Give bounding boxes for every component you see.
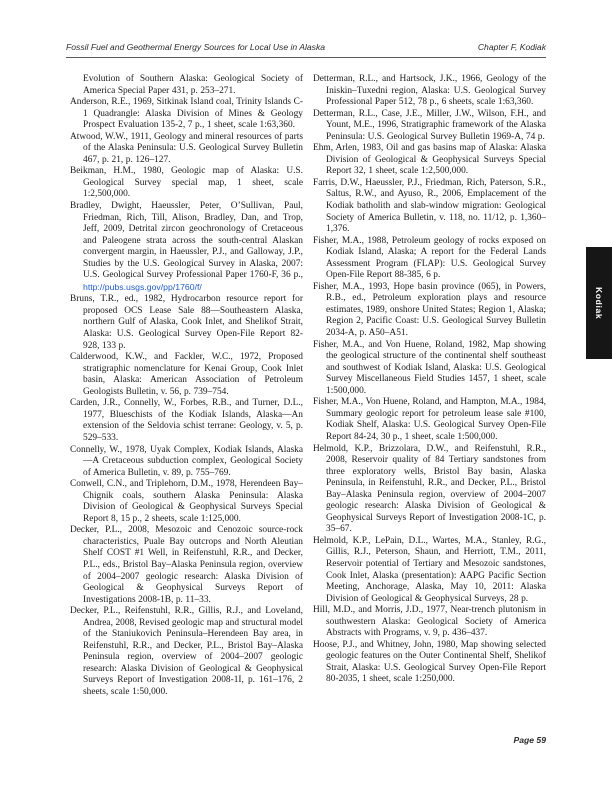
reference-entry — [70, 294, 303, 352]
reference-text: Connelly, W., 1978, Uyak Complex, Kodiak Islands, Alaska—A Cretaceous subduction complex, Geological Society of America Bulletin, v. 89, p. 755–769. — [70, 444, 303, 478]
reference-text: Fisher, M.A., and Von Huene, Roland, 1982, Map showing the geological structure of the continental shelf southeast and southwest of Kodiak Island, Alaska: U.S. Geological Survey Miscellaneous Field Studies 1457, 1 sheet, scale 1:500,000. — [313, 339, 546, 396]
reference-entry — [70, 479, 303, 525]
reference-text: Beikman, H.M., 1980, Geologic map of Alaska: U.S. Geological Survey special map, 1 sheet, scale 1:2,500,000. — [70, 166, 303, 200]
header-chapter: Chapter F, Kodiak — [477, 42, 546, 52]
reference-text: Atwood, W.W., 1911, Geology and mineral resources of parts of the Alaska Peninsula: U.S. Geological Survey Bulletin 467, p. 21, p. 126–127. — [70, 131, 303, 165]
running-header — [66, 42, 546, 58]
reference-text: Fisher, M.A., 1988, Petroleum geology of rocks exposed on Kodiak Island, Alaska; A report for the Federal Lands Assessment Program (FLAP): U.S. Geological Survey Open-File Report 88-385, 6 p. — [313, 235, 546, 281]
reference-entry — [313, 397, 546, 443]
reference-text: Fisher, M.A., 1993, Hope basin province (065), in Powers, R.B., ed., Petroleum exploration plays and resource estimates, 1989, onshore United States; Region 1, Alaska; Region 2, Pacific Coast: U.S. Geological Survey Bulletin 2034-A, p. A50–A51. — [313, 281, 546, 339]
reference-text: Calderwood, K.W., and Fackler, W.C., 1972, Proposed stratigraphic nomenclature for Kenai Group, Cook Inlet basin, Alaska: American Association of Petroleum Geologists Bulletin, v. 56, p. 739–754. — [70, 352, 303, 397]
reference-entry — [313, 640, 546, 686]
reference-text: Decker, P.L., 2008, Mesozoic and Cenozoic source-rock characteristics, Puale Bay outcrops and North Aleutian Shelf COST #1 Well, in Reifenstuhl, R.R., and Decker, P.L., eds., Bristol Bay–Alaska Peninsula region, overview of 2004–2007 geologic research: Alaska Division of Geological & Geophysical Surveys Report of Investigations 2008-1B, p. 11–33. — [70, 525, 303, 605]
reference-text: Hill, M.D., and Morris, J.D., 1977, Near-trench plutonism in southwestern Alaska: Geological Society of America Abstracts with Programs, v. 9, p. 436–437. — [313, 605, 546, 639]
reference-text: Helmold, K.P., LePain, D.L., Wartes, M.A., Stanley, R.G., Gillis, R.J., Peterson, Shaun, and Herriott, T.M., 2011, Reservoir potential of Tertiary and Mesozoic sandstones, Cook Inlet, Alaska (presentation): AAPG Pacific Section Meeting, Anchorage, Alaska, May 10, 2011: Alaska Division of Geological & Geophysical Surveys, 28 p. — [313, 535, 546, 604]
reference-text: Fisher, M.A., Von Huene, Roland, and Hampton, M.A., 1984, Summary geologic report for petroleum lease sale #100, Kodiak Shelf, Alaska: U.S. Geological Survey Open-File Report 84-24, 30 p., 1 sheet, scale 1:500,000. — [313, 397, 546, 442]
reference-text: Carden, J.R., Connelly, W., Forbes, R.B., and Turner, D.L., 1977, Blueschists of the Kodiak Islands, Alaska—An extension of the Seldovia schist terrane: Geology, v. 5, p. 529–533. — [70, 398, 303, 443]
reference-entry — [70, 201, 303, 294]
reference-entry — [70, 525, 303, 606]
reference-text: Ehm, Arlen, 1983, Oil and gas basins map of Alaska: Alaska Division of Geological & Geophysical Surveys Special Report 32, 1 sheet, scale 1:2,500,000. — [313, 143, 546, 177]
reference-entry — [313, 109, 546, 144]
reference-text: Hoose, P.J., and Whitney, John, 1980, Map showing selected geologic features on the Outer Continental Shelf, Shelikof Strait, Alaska: U.S. Geological Survey Open-File Report 80-2035, 1 sheet, scale 1:250,000. — [313, 639, 546, 685]
reference-entry — [313, 340, 546, 398]
reference-entry — [70, 132, 303, 167]
reference-entry — [70, 606, 303, 698]
reference-entry — [313, 444, 546, 536]
reference-entry — [313, 178, 546, 236]
reference-entry — [313, 143, 546, 178]
reference-text: Bruns, T.R., ed., 1982, Hydrocarbon resource report for proposed OCS Lease Sale 88—Southeastern Alaska, northern Gulf of Alaska, Cook Inlet, and Shelikof Strait, Alaska: U.S. Geological Survey Open-File Report 82-928, 133 p. — [70, 294, 303, 351]
chapter-tab-label: Kodiak — [594, 286, 604, 320]
reference-link[interactable]: http://pubs.usgs.gov/pp/1760/f/ — [83, 281, 202, 292]
reference-text: Bradley, Dwight, Haeussler, Peter, O’Sullivan, Paul, Friedman, Rich, Till, Alison, Bradley, Dan, and Trop, Jeff, 2009, Detrital zircon geochronology of Cretaceous and Paleogene strata across the south-central Alaskan convergent margin, in Haeussler, P.J., and Galloway, J.P., Studies by the U.S. Geological Survey in Alaska, 2007: U.S. Geological Survey Professional Paper 1760-F, 36 p., — [70, 201, 303, 281]
reference-entry — [70, 352, 303, 398]
reference-entry — [313, 536, 546, 605]
reference-entry — [313, 282, 546, 340]
reference-entry — [70, 97, 303, 132]
reference-text: Detterman, R.L., and Hartsock, J.K., 1966, Geology of the Iniskin–Tuxedni region, Alaska: U.S. Geological Survey Professional Paper 512, 78 p., 6 sheets, scale 1:63,360. — [313, 74, 546, 108]
reference-text: Conwell, C.N., and Triplehorn, D.M., 1978, Herendeen Bay–Chignik coals, southern Alaska Peninsula: Alaska Division of Geological & Geophysical Surveys Special Report 8, 15 p., 2 sheets, scale 1:125,000. — [70, 479, 303, 524]
reference-entry — [70, 398, 303, 444]
reference-entry — [70, 445, 303, 480]
reference-text: Decker, P.L., Reifenstuhl, R.R., Gillis, R.J., and Loveland, Andrea, 2008, Revised geologic map and structural model of the Staniukovich Peninsula–Herendeen Bay area, in Reifenstuhl, R.R., and Decker, P.L., Bristol Bay–Alaska Peninsula region, overview of 2004–2007 geologic research: Alaska Division of Geological & Geophysical Surveys Report of Investigation 2008-1I, p. 161–176, 2 sheets, scale 1:50,000. — [70, 606, 303, 697]
page-number: Page 59 — [513, 735, 546, 745]
header-title: Fossil Fuel and Geothermal Energy Sources for Local Use in Alaska — [66, 42, 326, 52]
reference-entry — [313, 74, 546, 109]
reference-text: Detterman, R.L., Case, J.E., Miller, J.W., Wilson, F.H., and Yount, M.E., 1996, Stratigraphic framework of the Alaska Peninsula: U.S. Geological Survey Bulletin 1969-A, 74 p. — [313, 108, 546, 142]
reference-entry — [313, 605, 546, 640]
reference-entry — [70, 166, 303, 201]
reference-text: Helmold, K.P., Brizzolara, D.W., and Reifenstuhl, R.R., 2008, Reservoir quality of 84 Tertiary sandstones from three exploratory wells, Bristol Bay basin, Alaska Peninsula, in Reifenstuhl, R.R., and Decker, P.L., Bristol Bay–Alaska Peninsula region, overview of 2004–2007 geologic research: Alaska Division of Geological & Geophysical Surveys Report of Investigation 2008-1C, p. 35–67. — [313, 443, 546, 535]
chapter-side-tab — [586, 247, 612, 359]
references-column-right — [313, 74, 546, 699]
reference-text: Evolution of Southern Alaska: Geological Society of America Special Paper 431, p. 253–271. — [83, 74, 303, 96]
reference-text: Anderson, R.E., 1969, Sitkinak Island coal, Trinity Islands C-1 Quadrangle: Alaska Division of Mines & Geology Prospect Evaluation 135-2, 7 p., 1 sheet, scale 1:63,360. — [70, 97, 303, 131]
references-column-left — [70, 74, 303, 699]
reference-entry — [313, 236, 546, 282]
reference-text: Farris, D.W., Haeussler, P.J., Friedman, Rich, Paterson, S.R., Saltus, R.W., and Ayuso, R., 2006, Emplacement of the Kodiak batholith and slab-window migration: Geological Society of America Bulletin, v. 118, no. 11/12, p. 1,360–1,376. — [313, 177, 546, 235]
references-section — [70, 74, 546, 699]
reference-entry — [70, 74, 303, 97]
